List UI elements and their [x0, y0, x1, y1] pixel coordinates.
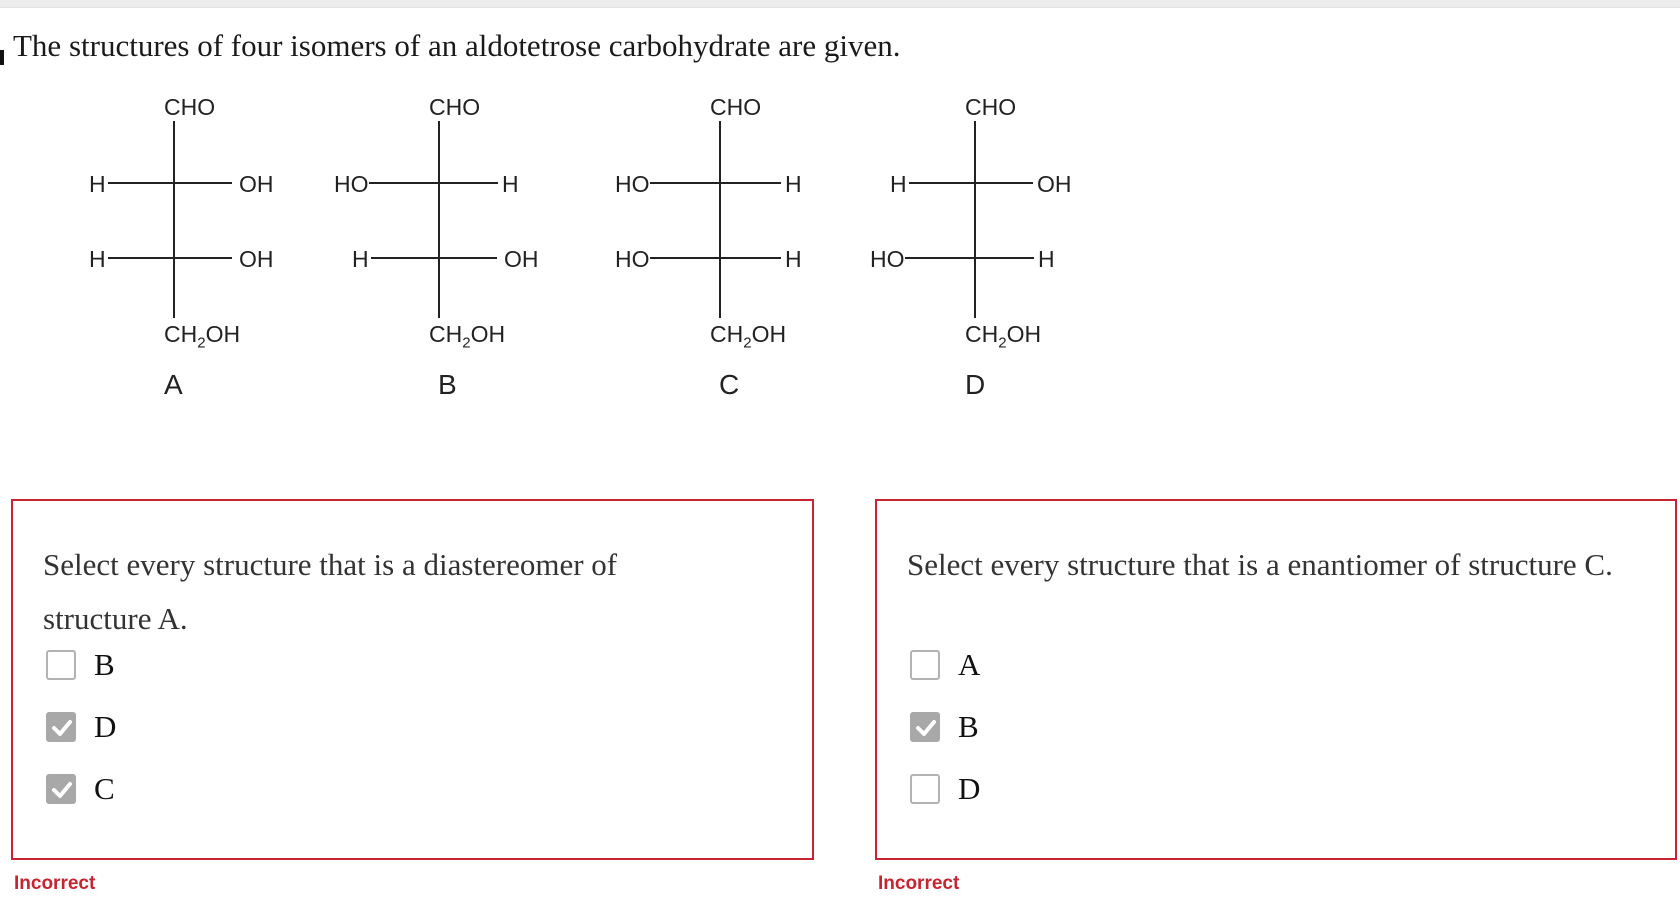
- checkmark-icon: [915, 718, 937, 738]
- structure-c-row2-bond: [650, 257, 781, 259]
- structure-b-letter: B: [438, 369, 457, 400]
- structure-d-row2-bond: [905, 257, 1034, 259]
- structure-b-row1-right: H: [502, 171, 519, 197]
- structure-a-row1-right: OH: [239, 171, 274, 197]
- option-label: B: [94, 647, 115, 682]
- structure-a-top: CHO: [164, 94, 216, 120]
- structure-a-letter: A: [164, 369, 183, 400]
- top-bar: [0, 0, 1680, 8]
- structure-d: [868, 90, 1088, 410]
- structure-b-row2-right: OH: [504, 246, 539, 272]
- question-box-enantiomer: [875, 499, 1677, 860]
- structure-d-backbone: [974, 121, 976, 318]
- structure-a-bottom: $CH_2OH$: [164, 321, 241, 352]
- checkmark-icon: [51, 718, 73, 738]
- checkbox[interactable]: [910, 650, 940, 680]
- structure-b-row1-bond: [369, 182, 498, 184]
- structure-a-row2-right: OH: [239, 246, 274, 272]
- option-label: D: [94, 709, 117, 744]
- structure-d-row2-left: HO: [870, 246, 905, 272]
- option-label: B: [958, 709, 979, 744]
- question-box-diastereomer: [11, 499, 814, 860]
- checkbox[interactable]: [46, 712, 76, 742]
- question-text: Select every structure that is a enantiomer of structure C.: [907, 547, 1613, 582]
- checkbox[interactable]: [46, 774, 76, 804]
- checkbox[interactable]: [910, 774, 940, 804]
- structure-a-row2-left: H: [89, 246, 106, 272]
- checkmark-icon: [51, 780, 73, 800]
- structure-b-row1-left: HO: [334, 171, 369, 197]
- structure-b-row2-bond: [371, 257, 497, 259]
- structure-a-backbone: [173, 121, 175, 318]
- question-prompt: The structures of four isomers of an aldotetrose carbohydrate are given.: [13, 28, 901, 63]
- structure-c: [615, 90, 835, 410]
- structure-b-row2-left: H: [352, 246, 369, 272]
- structure-d-letter: D: [965, 369, 986, 400]
- checkbox[interactable]: [46, 650, 76, 680]
- structure-d-bottom: $CH_2OH$: [965, 321, 1042, 352]
- question-text: Select every structure that is a diastereomer of structure A.: [43, 547, 618, 636]
- structure-a-row1-left: H: [89, 171, 106, 197]
- structure-c-row2-right: H: [785, 246, 802, 272]
- structure-c-row1-bond: [650, 182, 781, 184]
- structure-a: [85, 90, 305, 410]
- status-incorrect: Incorrect: [14, 873, 96, 894]
- structure-b-top: CHO: [429, 94, 481, 120]
- option-label: A: [958, 647, 981, 682]
- structure-d-row1-left: H: [890, 171, 907, 197]
- structure-c-row1-left: HO: [615, 171, 650, 197]
- structure-c-row2-left: HO: [615, 246, 650, 272]
- structure-c-top: CHO: [710, 94, 762, 120]
- structure-c-bottom: $CH_2OH$: [710, 321, 787, 352]
- status-incorrect: Incorrect: [878, 873, 960, 894]
- structure-d-row1-right: OH: [1037, 171, 1072, 197]
- question-marker: [0, 50, 4, 65]
- structure-a-row2-bond: [108, 257, 232, 259]
- checkbox[interactable]: [910, 712, 940, 742]
- structure-c-backbone: [719, 121, 721, 318]
- structure-a-row1-bond: [108, 182, 232, 184]
- structure-d-row2-right: H: [1038, 246, 1055, 272]
- option-label: C: [94, 771, 115, 806]
- structure-c-row1-right: H: [785, 171, 802, 197]
- structure-d-row1-bond: [909, 182, 1033, 184]
- structure-b: [334, 90, 554, 410]
- structure-b-bottom: $CH_2OH$: [429, 321, 506, 352]
- structure-c-letter: C: [719, 369, 740, 400]
- structure-d-top: CHO: [965, 94, 1017, 120]
- structure-b-backbone: [438, 121, 440, 318]
- option-label: D: [958, 771, 981, 806]
